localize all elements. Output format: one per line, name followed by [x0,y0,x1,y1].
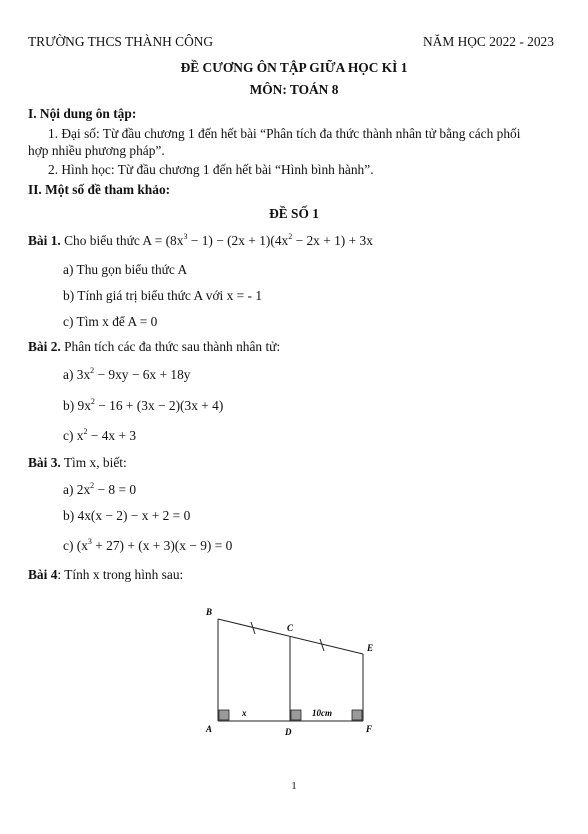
section-2-heading: II. Một số đề tham khảo: [28,182,171,197]
point-a-label: A [206,724,213,734]
section-1-item-1-cont: hợp nhiều phương pháp”. [28,143,165,158]
school-name: TRƯỜNG THCS THÀNH CÔNG [28,34,214,49]
right-angle-d [291,710,301,720]
right-angle-a [219,710,229,720]
bai-1-part-a: a) Thu gọn biểu thức A [63,262,188,277]
point-f-label: F [366,724,373,734]
bai-4-text: : Tính x trong hình sau: [57,567,184,582]
school-year: NĂM HỌC 2022 - 2023 [423,34,554,49]
section-1-item-1: 1. Đại số: Từ đầu chương 1 đến hết bài “Phân tích đa thức thành nhân tử bằng cách phối [48,126,521,141]
bai-1-text: Cho biểu thức [64,233,140,248]
document-title: ĐỀ CƯƠNG ÔN TẬP GIỮA HỌC KÌ 1 [180,60,408,75]
subject-title: MÔN: TOÁN 8 [249,82,339,97]
bai-3-text: Tìm x, biết: [63,455,127,470]
point-d-label: D [285,727,292,737]
exam-title: ĐỀ SỐ 1 [269,206,319,221]
bai-1-expression: $A = (8x^3 - 1) - (2x + 1)(4x^2 - 2x + 1) + 3x$ [142,232,373,248]
section-1-item-2: 2. Hình học: Từ đầu chương 1 đến hết bài “Hình bình hành”. [48,162,374,177]
bai-3-part-c: c) $(x^3 + 27) + (x + 3)(x - 9) = 0$ [63,537,233,553]
section-1-heading: I. Nội dung ôn tập: [28,106,137,121]
point-b-label: B [206,607,213,617]
bai-4-label: Bài 4 [28,567,58,582]
point-c-label: C [287,623,294,633]
bai-1-label: Bài 1. [28,233,61,248]
right-angle-f [352,710,362,720]
bai-2-part-a: a) $3x^2 - 9xy - 6x + 18y$ [63,366,191,382]
bai-1-part-c: c) Tìm x để A = 0 [63,314,158,329]
bai-1-part-b: b) Tính giá trị biểu thức A với x = - 1 [63,288,263,303]
bai-3-part-a: a) $2x^2 - 8 = 0$ [63,481,137,497]
length-x-label: x [242,708,247,718]
bai-2-label: Bài 2. [28,339,61,354]
tick-mark-ce [320,639,324,651]
point-e-label: E [367,643,374,653]
length-10cm-label: 10cm [312,708,332,718]
bai-2-part-b: b) $9x^2 - 16 + (3x - 2)(3x + 4)$ [63,397,224,413]
bai-3-label: Bài 3. [28,455,61,470]
bai-3-part-b: b) 4x(x − 2) − x + 2 = 0 [63,508,191,523]
bai-2-part-c: c) $x^2 - 4x + 3$ [63,427,137,443]
bai-2-text: Phân tích các đa thức sau thành nhân tử: [64,339,281,354]
page-number: 1 [291,780,297,792]
